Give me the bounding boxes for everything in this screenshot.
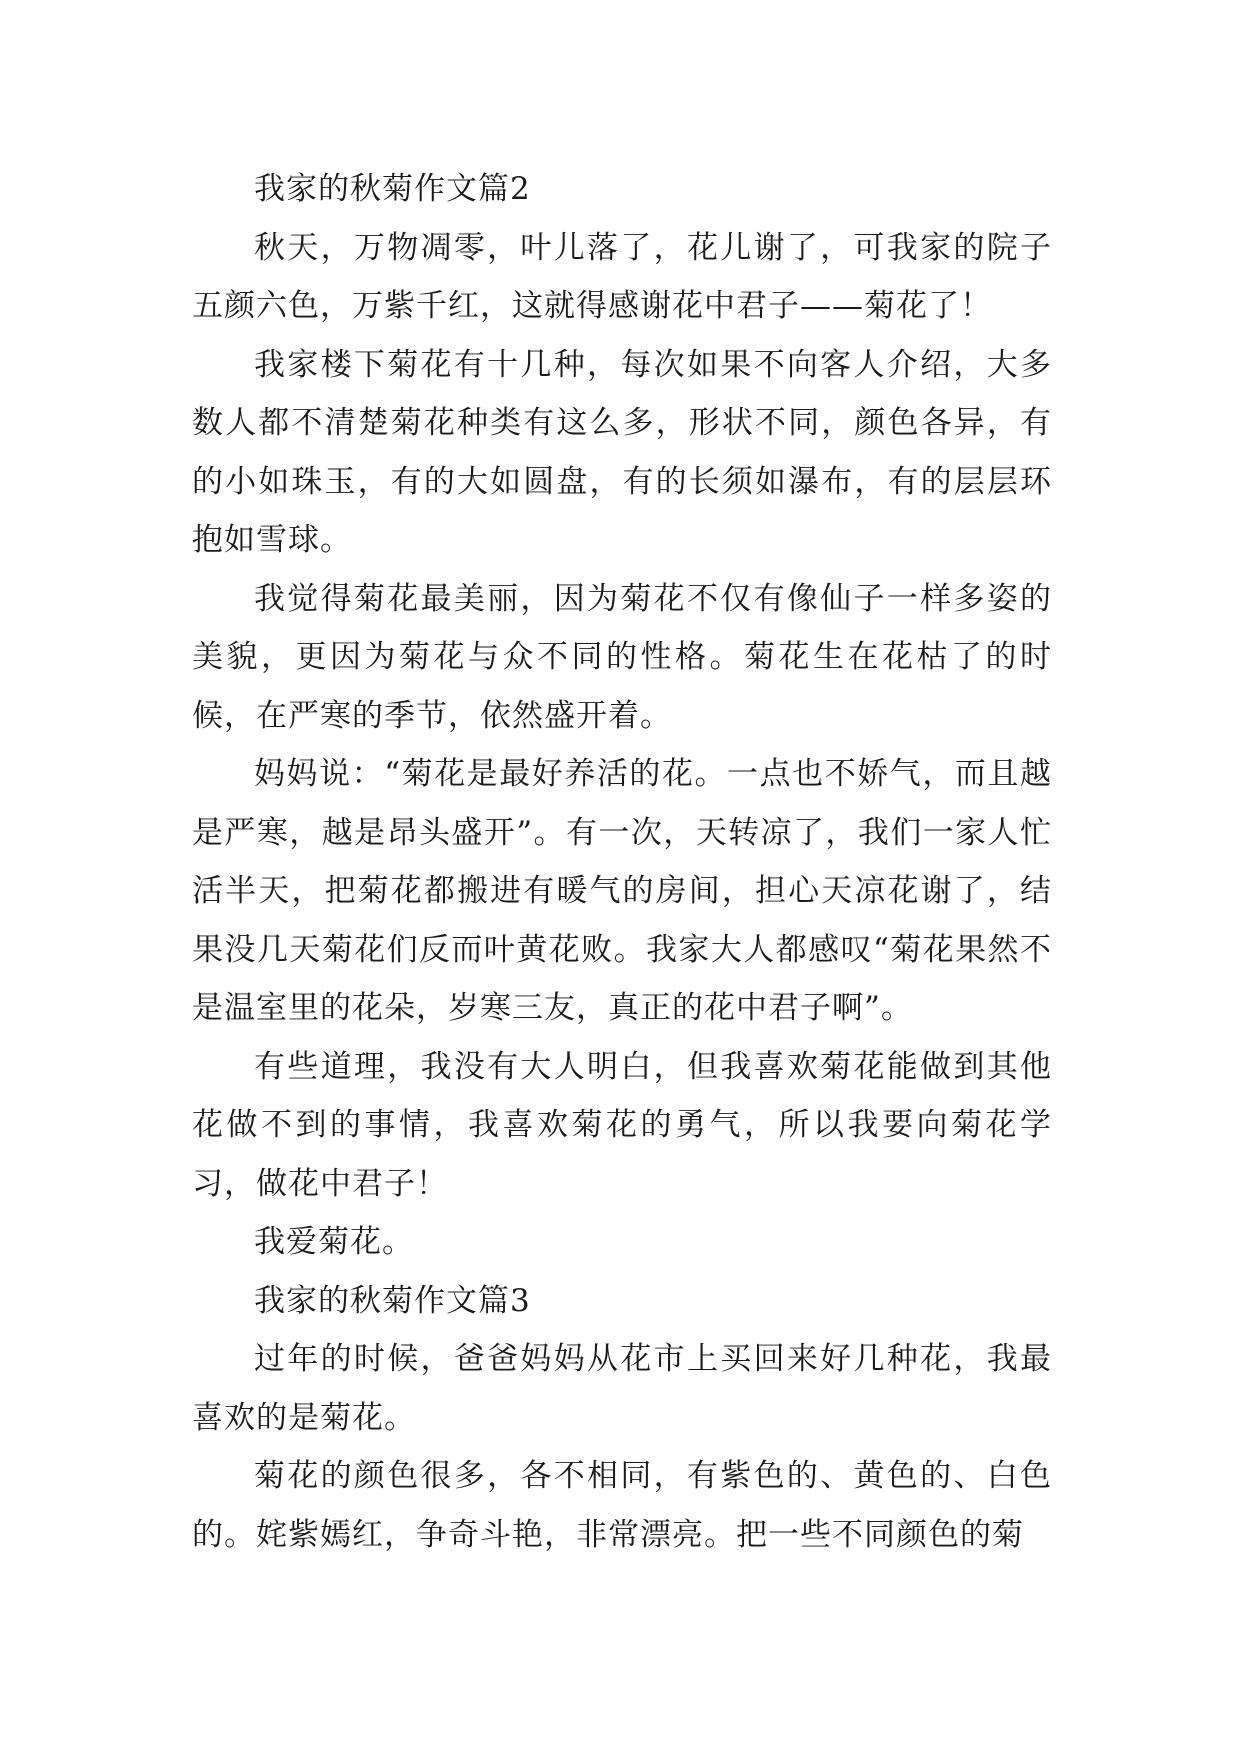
paragraph: 过年的时候，爸爸妈妈从花市上买回来好几种花，我最喜欢的是菊花。 xyxy=(192,1341,1052,1436)
paragraph: 妈妈说：“菊花是最好养活的花。一点也不娇气，而且越是严寒，越是昂头盛开”。有一次，天转凉了，我们一家人忙活半天，把菊花都搬进有暖气的房间，担心天凉花谢了，结果没几天菊花们反而叶黄花败。我家大人都感叹“菊花果然不是温室里的花朵，岁寒三友，真正的花中君子啊”。 xyxy=(192,756,1052,1026)
document-page xyxy=(192,160,1052,1564)
section-heading: 我家的秋菊作文篇2 xyxy=(254,171,531,207)
paragraph: 我家楼下菊花有十几种，每次如果不向客人介绍，大多数人都不清楚菊花种类有这么多，形状不同，颜色各异，有的小如珠玉，有的大如圆盘，有的长须如瀑布，有的层层环抱如雪球。 xyxy=(192,346,1052,558)
paragraph: 我爱菊花。 xyxy=(254,1224,414,1260)
paragraph: 秋天，万物凋零，叶儿落了，花儿谢了，可我家的院子五颜六色，万紫千红，这就得感谢花中君子——菊花了！ xyxy=(192,229,1052,324)
paragraph: 我觉得菊花最美丽，因为菊花不仅有像仙子一样多姿的美貌，更因为菊花与众不同的性格。菊花生在花枯了的时候，在严寒的季节，依然盛开着。 xyxy=(192,580,1052,734)
section-heading: 我家的秋菊作文篇3 xyxy=(254,1282,531,1319)
paragraph: 有些道理，我没有大人明白，但我喜欢菊花能做到其他花做不到的事情，我喜欢菊花的勇气，所以我要向菊花学习，做花中君子！ xyxy=(192,1048,1052,1202)
paragraph: 菊花的颜色很多，各不相同，有紫色的、黄色的、白色的。姹紫嫣红，争奇斗艳，非常漂亮。把一些不同颜色的菊 xyxy=(192,1458,1052,1553)
